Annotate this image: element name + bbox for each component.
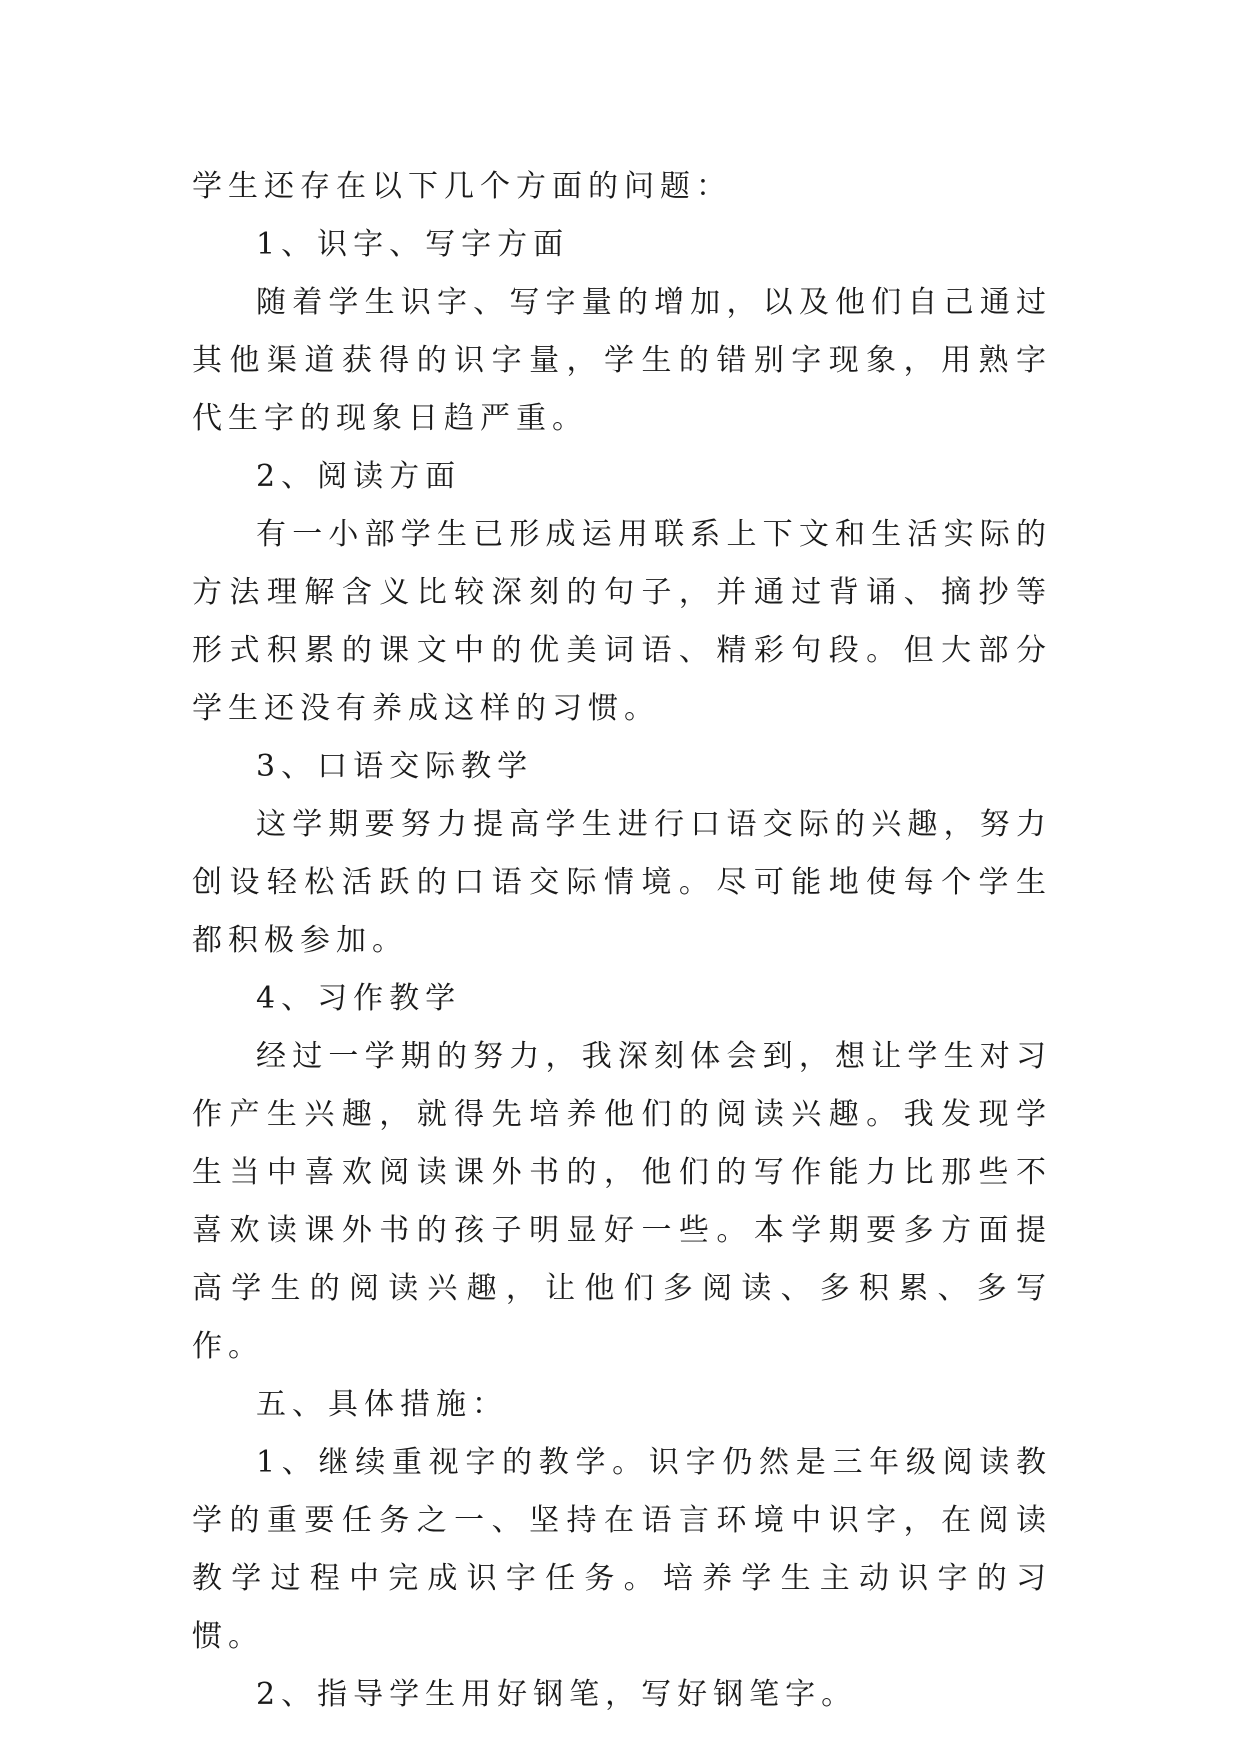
paragraph-intro: 学生还存在以下几个方面的问题： xyxy=(192,169,732,204)
paragraph-oral-communication: 这学期要努力提高学生进行口语交际的兴趣，努力创设轻松活跃的口语交际情境。尽可能地使每个学生都积极参加。 xyxy=(192,807,1052,958)
heading-oral-communication: 3、口语交际教学 xyxy=(256,749,534,784)
heading-reading: 2、阅读方面 xyxy=(256,459,462,494)
heading-measures: 五、具体措施： xyxy=(256,1387,508,1422)
paragraph-measure-1: 1、继续重视字的教学。识字仍然是三年级阅读教学的重要任务之一、坚持在语言环境中识字，在阅读教学过程中完成识字任务。培养学生主动识字的习惯。 xyxy=(192,1445,1052,1654)
paragraph-literacy-writing: 随着学生识字、写字量的增加，以及他们自己通过其他渠道获得的识字量，学生的错别字现象，用熟字代生字的现象日趋严重。 xyxy=(192,285,1052,436)
paragraph-composition: 经过一学期的努力，我深刻体会到，想让学生对习作产生兴趣，就得先培养他们的阅读兴趣。我发现学生当中喜欢阅读课外书的，他们的写作能力比那些不喜欢读课外书的孩子明显好一些。本学期要多方面提高学生的阅读兴趣，让他们多阅读、多积累、多写作。 xyxy=(192,1039,1052,1364)
paragraph-measure-2: 2、指导学生用好钢笔，写好钢笔字。 xyxy=(256,1677,858,1712)
paragraph-reading: 有一小部学生已形成运用联系上下文和生活实际的方法理解含义比较深刻的句子，并通过背诵、摘抄等形式积累的课文中的优美词语、精彩句段。但大部分学生还没有养成这样的习惯。 xyxy=(192,517,1052,726)
document-body xyxy=(192,158,1052,1724)
heading-literacy-writing: 1、识字、写字方面 xyxy=(256,227,570,262)
heading-composition: 4、习作教学 xyxy=(256,981,462,1016)
